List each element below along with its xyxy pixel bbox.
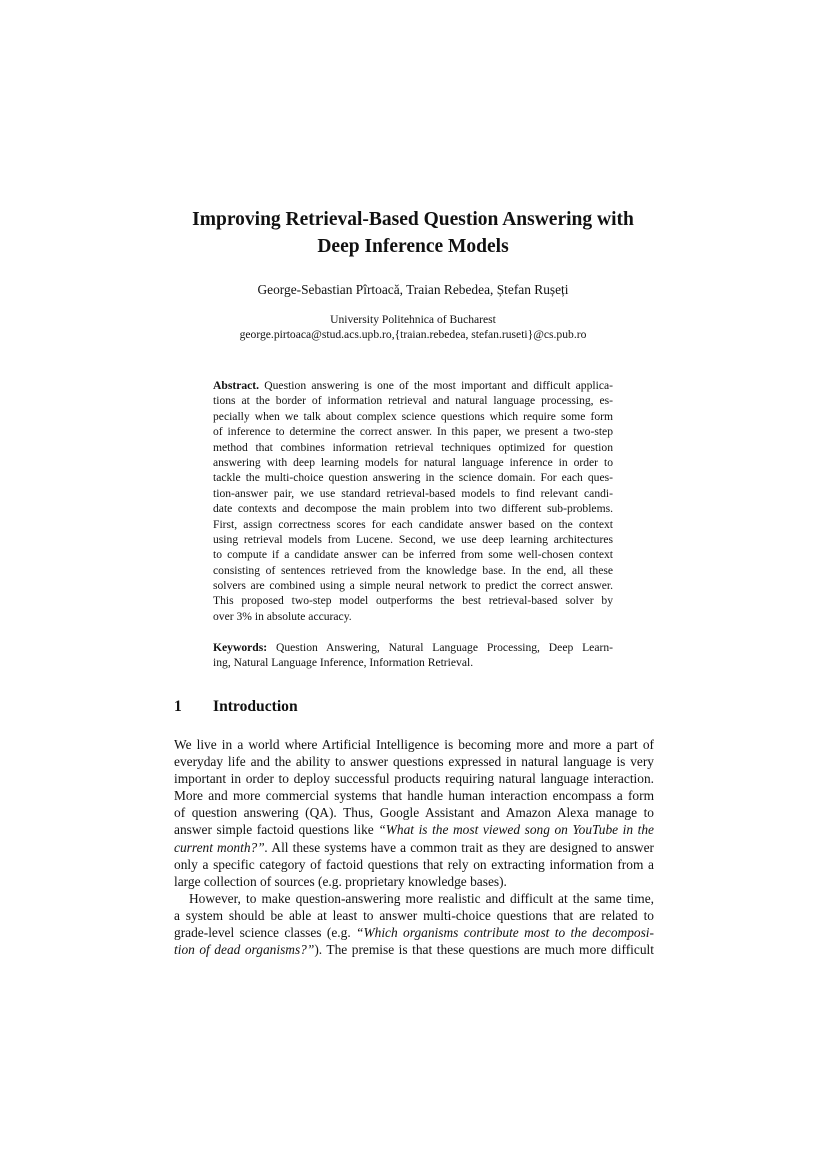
- paragraph-line: tion of dead organisms?”). The premise is that these questions are much more difficult: [174, 942, 654, 958]
- abstract-line: to compute if a candidate answer can be inferred from some well-chosen context: [213, 548, 613, 562]
- keywords-line: ing, Natural Language Inference, Information Retrieval.: [213, 656, 474, 670]
- keywords-line: Keywords: Question Answering, Natural Language Processing, Deep Learn-: [213, 641, 613, 654]
- paragraph-line: We live in a world where Artificial Intelligence is becoming more and more a part of: [174, 737, 654, 752]
- section-title: Introduction: [213, 698, 298, 715]
- abstract-line: First, assign correctness scores for each candidate answer based on the context: [213, 517, 613, 531]
- section-number: 1: [174, 698, 182, 715]
- abstract-line: tions at the border of information retrieval and natural language processing, es-: [213, 394, 613, 408]
- keywords-label: Keywords:: [213, 641, 268, 654]
- paragraph-line: grade-level science classes (e.g. “Which organisms contribute most to the decomposi-: [174, 925, 654, 941]
- abstract: [213, 378, 613, 624]
- paper-title-line-2: Deep Inference Models: [317, 236, 509, 257]
- paper-title: [150, 206, 676, 260]
- abstract-line: pecially when we talk about complex science questions which require some form: [213, 409, 613, 423]
- abstract-line: date contexts and decompose the main problem into two different sub-problems.: [213, 502, 613, 516]
- abstract-line: answering with deep learning models for natural language inference in order to: [213, 455, 613, 469]
- paragraph-line: large collection of sources (e.g. proprietary knowledge bases).: [174, 873, 507, 889]
- abstract-line: tion-answer pair, we use standard retrieval-based models to find relevant candi-: [213, 486, 613, 500]
- author-list: George-Sebastian Pîrtoacă, Traian Rebedea, Ștefan Rușeți: [257, 282, 569, 297]
- abstract-line: This proposed two-step model outperforms the best retrieval-based solver by: [213, 594, 613, 608]
- paragraph-line: However, to make question-answering more realistic and difficult at the same time,: [189, 890, 654, 906]
- paragraph-line: current month?”. All these systems have a common trait as they are designed to answer: [174, 839, 654, 855]
- paragraph-line: important in order to deploy successful products requiring natural language interaction.: [174, 771, 654, 787]
- keywords: [213, 640, 613, 671]
- abstract-line: of inference to determine the correct answer. In this paper, we present a two-step: [213, 425, 613, 439]
- paragraph-line: of question answering (QA). Thus, Google Assistant and Amazon Alexa manage to: [174, 805, 654, 821]
- abstract-line: over 3% in absolute accuracy.: [213, 609, 352, 623]
- paragraph-line: everyday life and the ability to answer questions expressed in natural language is very: [174, 754, 654, 770]
- paragraph-line: a system should be able at least to answer multi-choice questions that are related to: [174, 907, 654, 923]
- abstract-line: solvers are combined using a simple neural network to predict the correct answer.: [213, 579, 613, 593]
- section-heading: [174, 697, 298, 717]
- paragraph-line: only a specific category of factoid questions that rely on extracting information from a: [174, 856, 654, 872]
- abstract-line: method that combines information retrieval techniques optimized for question: [213, 440, 613, 454]
- abstract-line: Abstract. Question answering is one of the most important and difficult applica-: [213, 379, 613, 392]
- paragraph-line: More and more commercial systems that handle human interaction encompass a form: [174, 788, 654, 804]
- example-question: “Which organisms contribute most to the decomposi-: [356, 925, 654, 941]
- abstract-line: consisting of sentences retrieved from the knowledge base. In the end, all these: [213, 563, 613, 577]
- author-emails: george.pirtoaca@stud.acs.upb.ro,{traian.rebedea, stefan.ruseti}@cs.pub.ro: [239, 328, 587, 341]
- example-question: current month?”.: [174, 839, 269, 855]
- abstract-line: tackle the multi-choice question answering in the science domain. For each ques-: [213, 471, 613, 485]
- example-question: “What is the most viewed song on YouTube in the: [378, 822, 654, 838]
- institution: University Politehnica of Bucharest: [330, 313, 496, 326]
- example-question: tion of dead organisms?”: [174, 942, 315, 958]
- affiliation: [150, 312, 676, 342]
- body-text: [174, 736, 654, 958]
- paragraph-line: answer simple factoid questions like “What is the most viewed song on YouTube in the: [174, 822, 654, 838]
- abstract-label: Abstract.: [213, 379, 260, 392]
- abstract-line: using retrieval models from Lucene. Second, we use deep learning architectures: [213, 532, 613, 546]
- paper-title-line-1: Improving Retrieval-Based Question Answering with: [192, 209, 634, 230]
